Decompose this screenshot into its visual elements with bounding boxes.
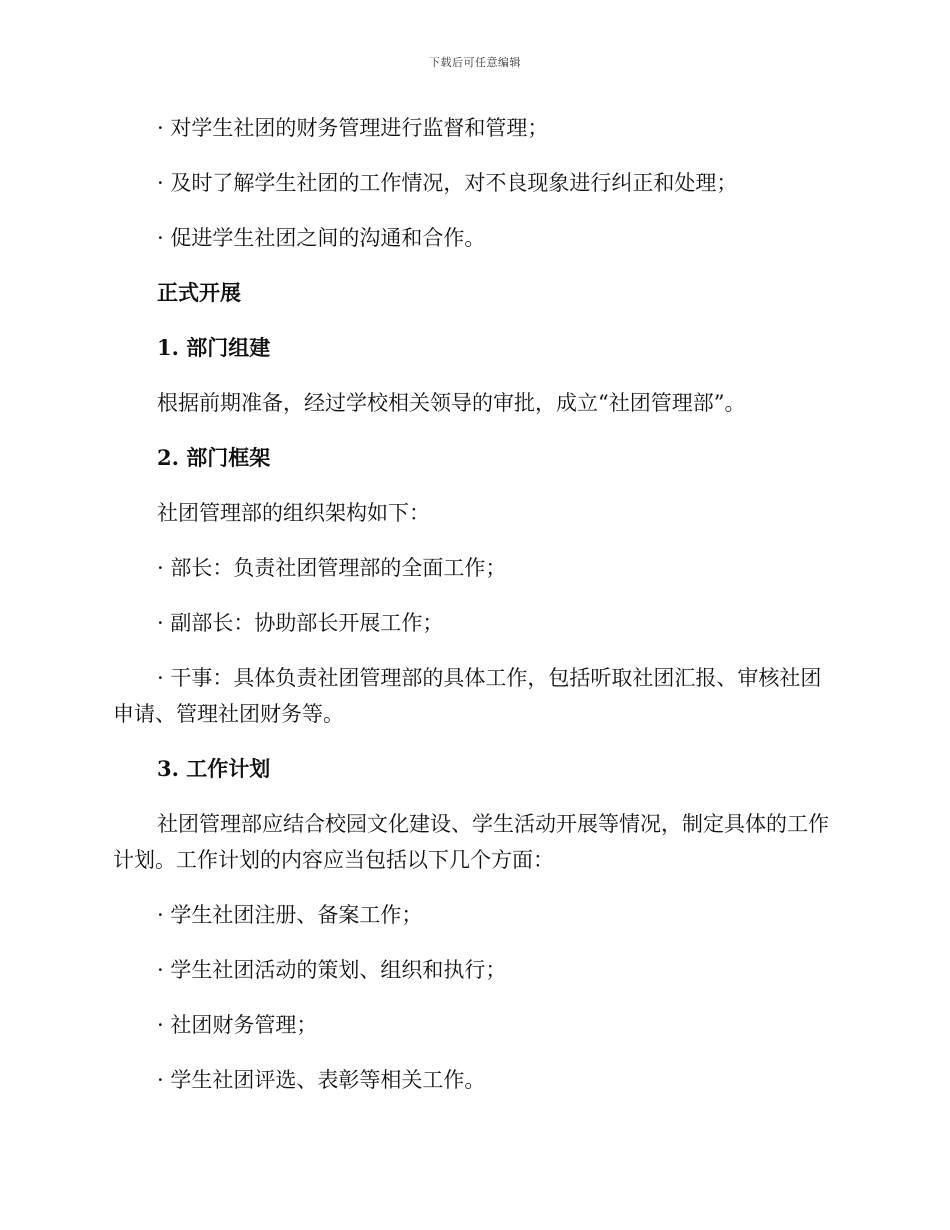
paragraph: 社团管理部应结合校园文化建设、学生活动开展等情况，制定具体的工作计划。工作计划的内容应当包括以下几个方面：: [113, 812, 829, 872]
page-header: 下载后可任意编辑: [429, 56, 521, 69]
section-heading: 正式开展: [157, 280, 241, 305]
section-heading: 1. 部门组建: [157, 335, 271, 360]
bullet-item: · 对学生社团的财务管理进行监督和管理；: [157, 116, 549, 140]
section-heading: 2. 部门框架: [157, 445, 271, 470]
bullet-item: · 学生社团评选、表彰等相关工作。: [157, 1068, 486, 1092]
bullet-item: · 促进学生社团之间的沟通和合作。: [157, 226, 486, 250]
bullet-item: · 及时了解学生社团的工作情况，对不良现象进行纠正和处理；: [157, 171, 738, 195]
bullet-item: · 部长：负责社团管理部的全面工作；: [157, 556, 507, 580]
bullet-item: · 学生社团注册、备案工作；: [157, 903, 423, 927]
bullet-item: · 学生社团活动的策划、组织和执行；: [157, 958, 507, 982]
document-body: [113, 110, 833, 1117]
bullet-item: · 干事：具体负责社团管理部的具体工作，包括听取社团汇报、审核社团申请、管理社团财务等。: [113, 666, 822, 726]
section-heading: 3. 工作计划: [157, 756, 271, 781]
bullet-item: · 社团财务管理；: [157, 1013, 318, 1037]
bullet-item: · 副部长：协助部长开展工作；: [157, 611, 444, 635]
paragraph: 根据前期准备，经过学校相关领导的审批，成立“社团管理部”。: [157, 391, 746, 415]
paragraph: 社团管理部的组织架构如下：: [157, 501, 430, 525]
